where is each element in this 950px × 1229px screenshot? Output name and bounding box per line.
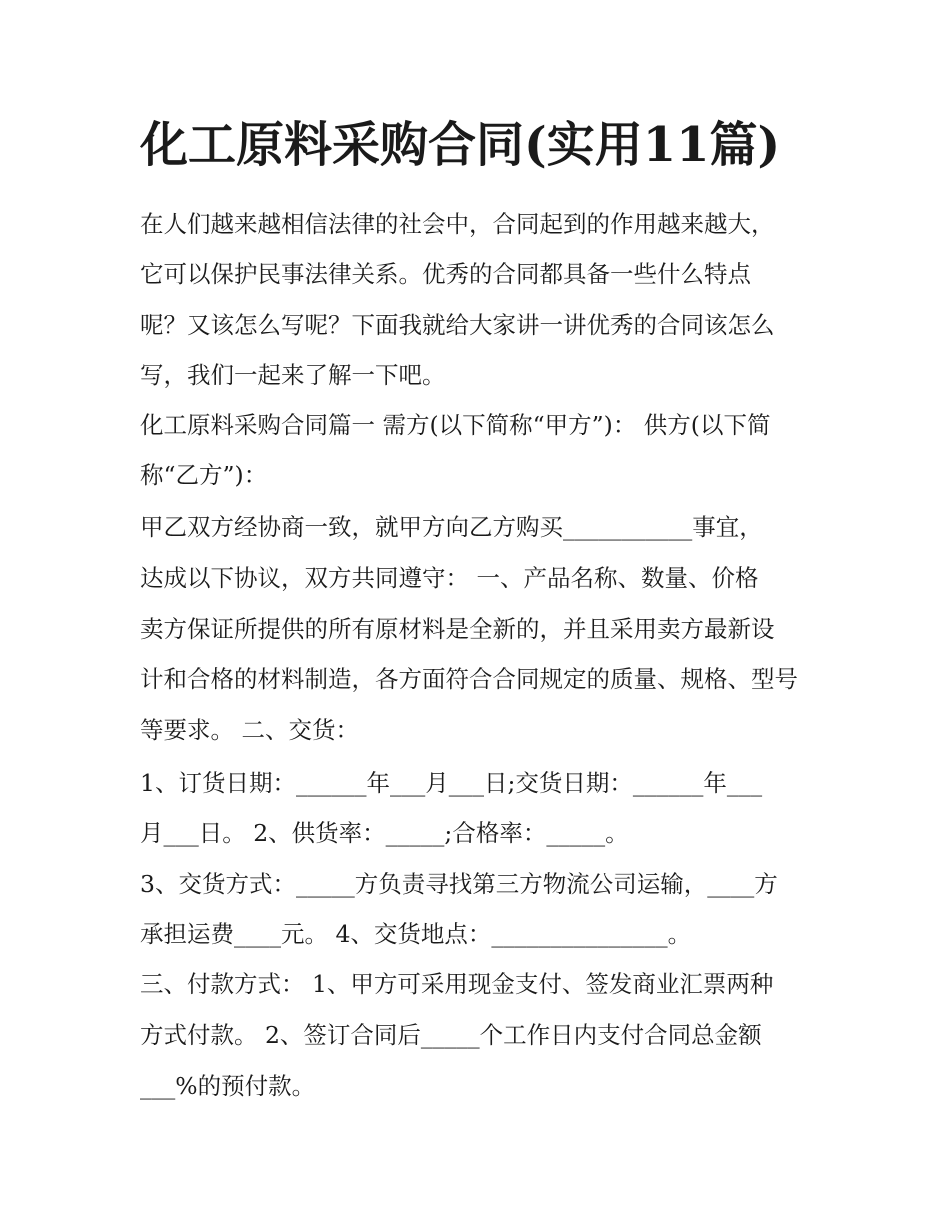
body-line: 写，我们一起来了解一下吧。: [140, 361, 446, 389]
body-line: 月___日。 2、供货率：_____;合格率：_____。: [140, 819, 629, 847]
body-line: 三、付款方式： 1、甲方可采用现金支付、签发商业汇票两种: [140, 970, 774, 998]
body-line: 等要求。 二、交货：: [140, 716, 359, 744]
body-line: 甲乙双方经协商一致，就甲方向乙方购买___________事宜，: [140, 513, 763, 541]
body-line: 它可以保护民事法律关系。优秀的合同都具备一些什么特点: [140, 260, 751, 288]
body-line: 1、订货日期：______年___月___日;交货日期：______年___: [140, 769, 763, 797]
body-line: 方式付款。 2、签订合同后_____个工作日内支付合同总金额: [140, 1021, 762, 1049]
body-line: ___%的预付款。: [140, 1072, 316, 1100]
body-line: 卖方保证所提供的所有原材料是全新的，并且采用卖方最新设: [140, 615, 775, 643]
body-line: 达成以下协议，双方共同遵守： 一、产品名称、数量、价格: [140, 564, 759, 592]
body-line: 3、交货方式：_____方负责寻找第三方物流公司运输，____方: [140, 870, 778, 898]
body-line: 计和合格的材料制造，各方面符合合同规定的质量、规格、型号: [140, 665, 798, 693]
body-line: 呢？又该怎么写呢？下面我就给大家讲一讲优秀的合同该怎么: [140, 311, 775, 339]
document-title: 化工原料采购合同(实用11篇): [140, 117, 781, 173]
body-line: 在人们越来越相信法律的社会中，合同起到的作用越来越大，: [140, 210, 775, 238]
body-line: 承担运费____元。 4、交货地点：_______________。: [140, 920, 692, 948]
body-line: 称“乙方”)：: [140, 461, 268, 489]
body-line: 化工原料采购合同篇一 需方(以下简称“甲方”)： 供方(以下简: [140, 411, 771, 439]
